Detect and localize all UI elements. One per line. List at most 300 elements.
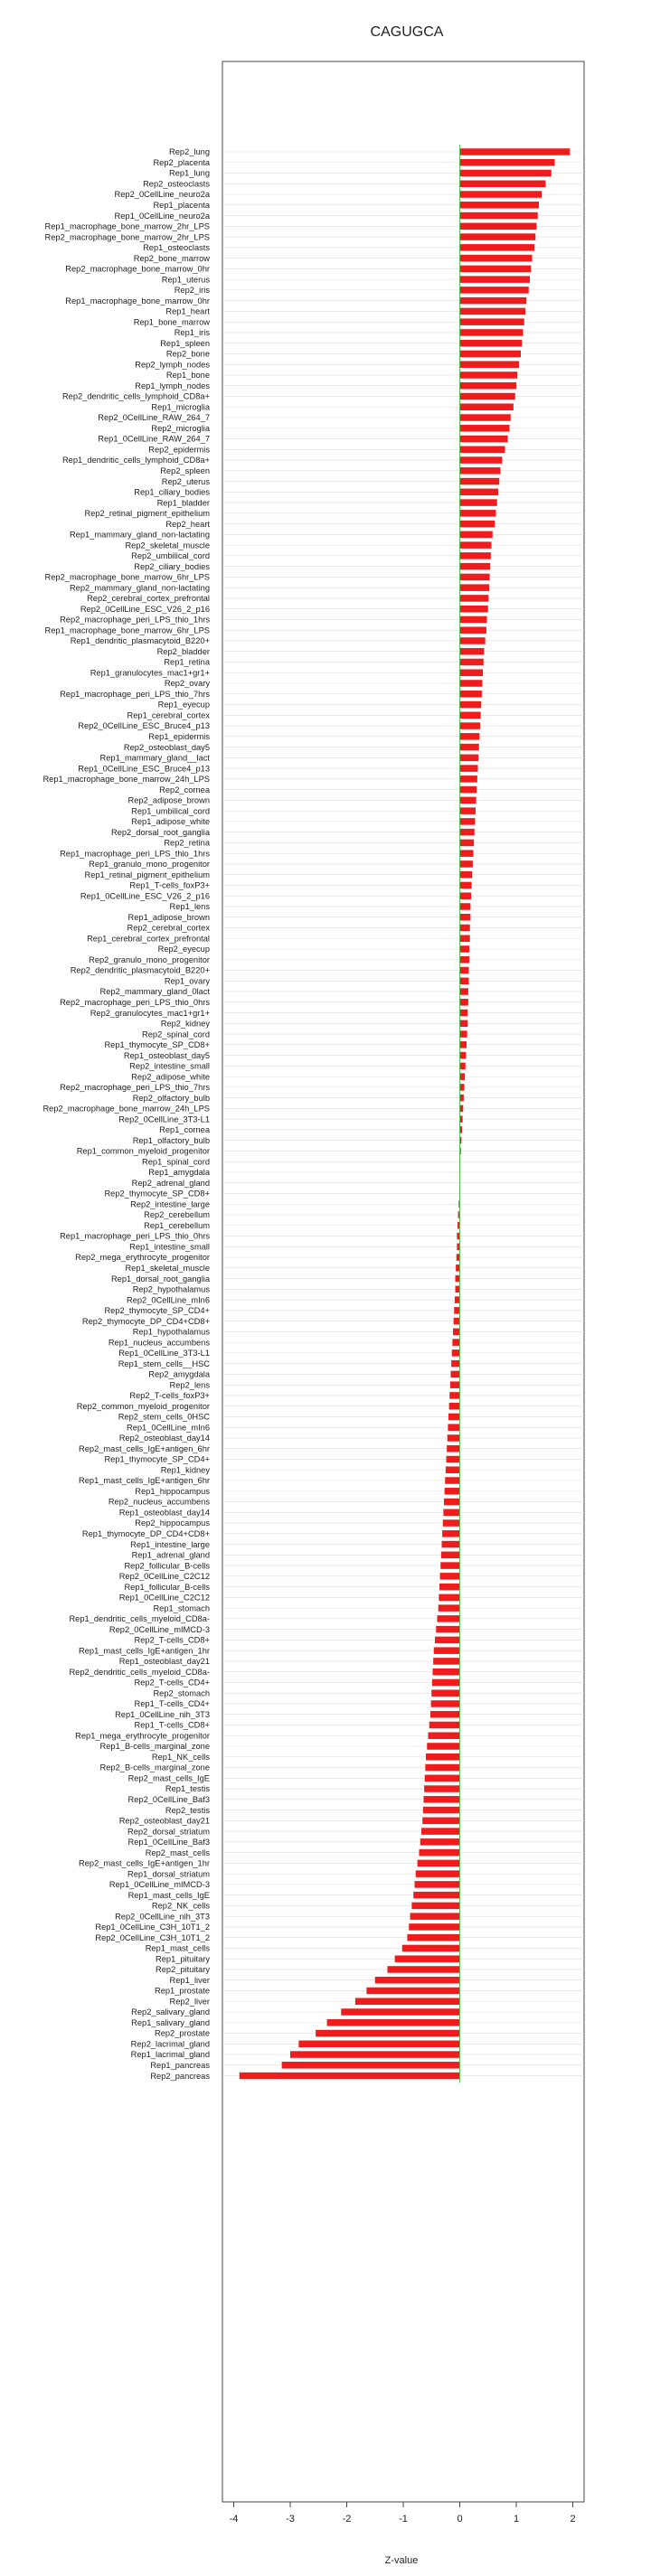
bar	[460, 595, 489, 602]
bar	[455, 1296, 460, 1303]
bar	[460, 945, 470, 953]
category-label: Rep2_cerebellum	[144, 1210, 210, 1220]
bar	[460, 818, 476, 825]
x-tick-label: -4	[229, 2514, 239, 2524]
category-label: Rep2_adipose_brown	[127, 795, 210, 805]
bar	[460, 744, 479, 751]
bar	[460, 850, 474, 857]
bar	[429, 1732, 460, 1739]
category-label: Rep2_thymocyte_SP_CD8+	[104, 1189, 210, 1199]
category-label: Rep1_mega_erythrocyte_progenitor	[75, 1731, 210, 1741]
bar	[460, 733, 480, 740]
category-label: Rep1_nucleus_accumbens	[108, 1338, 210, 1348]
bar	[438, 1615, 460, 1622]
bar	[460, 563, 491, 570]
category-label: Rep2_dendritic_cells_myeloid_CD8a-	[69, 1667, 210, 1677]
bar	[282, 2062, 460, 2069]
plot-frame	[222, 61, 584, 2502]
category-label: Rep1_osteoblast_day5	[123, 1050, 210, 1060]
category-label: Rep2_0CellLine_nih_3T3	[115, 1912, 210, 1922]
bar	[460, 797, 476, 804]
category-label: Rep2_T-cells_CD4+	[134, 1678, 210, 1688]
bar	[460, 1030, 467, 1038]
bar	[460, 871, 473, 879]
grid-lines	[222, 152, 584, 2076]
bar	[460, 170, 552, 177]
category-label: Rep2_0CellLine_neuro2a	[114, 190, 210, 200]
category-label: Rep1_macrophage_bone_marrow_24h_LPS	[42, 775, 210, 785]
bar	[460, 935, 470, 942]
category-label: Rep2_0CellLine_Baf3	[127, 1795, 210, 1804]
category-label: Rep1_0CellLine_nih_3T3	[115, 1709, 210, 1719]
category-label: Rep1_intestine_small	[129, 1242, 210, 1252]
category-label: Rep1_macrophage_bone_marrow_2hr_LPS	[44, 221, 210, 231]
category-label: Rep1_heart	[165, 306, 210, 316]
category-label: Rep2_testis	[165, 1805, 210, 1815]
category-label: Rep2_osteoclasts	[143, 179, 210, 189]
category-label: Rep2_pituitary	[156, 1965, 210, 1975]
bar	[298, 2041, 459, 2048]
category-label: Rep2_macrophage_bone_marrow_2hr_LPS	[44, 232, 210, 242]
bar	[452, 1349, 460, 1357]
bar	[460, 403, 514, 410]
bar	[445, 1477, 459, 1484]
category-label: Rep2_follicular_B-cells	[124, 1561, 210, 1571]
category-label: Rep2_mast_cells_IgE+antigen_1hr	[79, 1858, 210, 1868]
category-label: Rep1_mammary_gland__lact	[99, 753, 210, 763]
category-label: Rep2_macrophage_bone_marrow_0hr	[65, 264, 210, 274]
category-label: Rep2_0CellLine_ESC_Bruce4_p13	[78, 721, 210, 731]
bar	[460, 297, 527, 305]
bar	[460, 287, 529, 294]
x-tick-label: 2	[570, 2514, 576, 2524]
bar	[460, 1020, 468, 1028]
category-label: Rep2_0CellLine_C3H_10T1_2	[95, 1932, 210, 1942]
bar	[460, 414, 511, 421]
category-label: Rep1_kidney	[160, 1465, 210, 1475]
category-label: Rep2_mast_cells_IgE+antigen_6hr	[79, 1443, 210, 1453]
bar	[460, 978, 469, 985]
bar	[454, 1318, 460, 1325]
x-tick-label: 1	[513, 2514, 520, 2524]
category-label: Rep2_granulocytes_mac1+gr1+	[90, 1008, 210, 1018]
bar	[460, 691, 482, 698]
bar	[452, 1339, 459, 1346]
bar	[460, 701, 482, 709]
category-label: Rep1_mammary_gland_non-lactating	[69, 530, 210, 540]
bar	[460, 531, 493, 539]
category-label: Rep2_ovary	[164, 679, 210, 689]
category-label: Rep2_0CellLine_mIn6	[127, 1295, 210, 1305]
category-label: Rep2_mammary_gland_non-lactating	[69, 583, 210, 593]
bar	[445, 1488, 460, 1495]
category-label: Rep2_intestine_small	[129, 1061, 210, 1071]
category-label: Rep1_dendritic_cells_lymphoid_CD8a+	[61, 456, 210, 465]
category-label: Rep2_granulo_mono_progenitor	[89, 954, 210, 964]
bar	[439, 1604, 460, 1612]
category-label: Rep2_thymocyte_SP_CD4+	[104, 1306, 210, 1316]
category-label: Rep2_common_myeloid_progenitor	[76, 1401, 210, 1411]
bar	[433, 1658, 459, 1665]
category-label: Rep1_cerebellum	[144, 1220, 210, 1230]
bar	[460, 276, 531, 283]
bar	[460, 669, 484, 676]
category-label: Rep1_olfactory_bulb	[132, 1135, 210, 1145]
category-label: Rep1_0CellLine_neuro2a	[114, 211, 210, 221]
category-label: Rep1_uterus	[161, 275, 210, 285]
x-tick-label: 0	[457, 2514, 463, 2524]
bar	[443, 1519, 460, 1527]
bar	[451, 1371, 460, 1378]
category-label: Rep2_adipose_white	[131, 1072, 210, 1082]
bar	[460, 447, 505, 454]
category-label: Rep1_macrophage_bone_marrow_6hr_LPS	[44, 625, 210, 635]
category-label: Rep1_0CellLine_C2C12	[118, 1593, 210, 1603]
category-label: Rep1_osteoblast_day14	[118, 1508, 210, 1518]
bar	[460, 510, 496, 517]
category-label: Rep1_B-cells_marginal_zone	[99, 1742, 210, 1752]
category-label: Rep1_follicular_B-cells	[124, 1582, 210, 1592]
bar	[427, 1743, 459, 1750]
category-label: Rep2_ciliary_bodies	[134, 561, 210, 571]
category-label: Rep2_skeletal_muscle	[125, 541, 210, 550]
category-label: Rep1_0CellLine_mIMCD-3	[108, 1880, 210, 1890]
bar	[460, 807, 476, 814]
bar	[375, 1977, 460, 1984]
bar	[355, 1998, 460, 2005]
category-label: Rep2_macrophage_peri_LPS_thio_7hrs	[60, 1083, 210, 1093]
category-label: Rep2_amygdala	[148, 1369, 210, 1379]
bar	[460, 1073, 466, 1080]
category-label: Rep2_B-cells_marginal_zone	[99, 1763, 210, 1772]
bar	[460, 456, 503, 464]
category-label: Rep1_lens	[169, 902, 210, 912]
category-label: Rep1_spleen	[160, 338, 210, 348]
bar	[431, 1700, 460, 1707]
category-label: Rep1_ovary	[164, 976, 210, 986]
category-labels	[42, 147, 210, 2081]
bar	[443, 1509, 459, 1517]
bar	[425, 1775, 460, 1782]
category-label: Rep2_T-cells_foxP3+	[129, 1391, 210, 1401]
category-label: Rep1_placenta	[153, 201, 210, 210]
bar	[327, 2019, 460, 2026]
category-label: Rep1_osteoblast_day21	[118, 1657, 210, 1667]
bar	[460, 626, 486, 634]
bar	[460, 892, 472, 899]
category-label: Rep1_mast_cells_IgE+antigen_1hr	[79, 1646, 210, 1656]
category-label: Rep1_epidermis	[148, 732, 210, 741]
bar	[416, 1870, 460, 1877]
bar	[407, 1934, 459, 1941]
bar	[460, 351, 522, 358]
category-label: Rep1_skeletal_muscle	[125, 1264, 210, 1273]
bar	[460, 489, 499, 496]
category-label: Rep1_lymph_nodes	[135, 381, 210, 390]
bar	[456, 1286, 460, 1293]
bar	[460, 233, 536, 240]
bar	[388, 1966, 460, 1973]
category-label: Rep1_amygdala	[148, 1168, 210, 1178]
bar	[418, 1860, 460, 1867]
category-label: Rep1_iris	[174, 328, 210, 338]
category-label: Rep2_lacrimal_gland	[130, 2039, 210, 2049]
bar	[436, 1626, 459, 1633]
category-label: Rep2_macrophage_bone_marrow_24h_LPS	[42, 1104, 210, 1114]
category-label: Rep2_T-cells_CD8+	[134, 1635, 210, 1645]
category-label: Rep1_0CellLine_C3H_10T1_2	[95, 1923, 210, 1932]
bar	[290, 2051, 460, 2058]
bar	[460, 637, 486, 644]
bar	[435, 1637, 460, 1644]
bar	[446, 1466, 460, 1473]
bar	[453, 1329, 460, 1336]
category-label: Rep2_nucleus_accumbens	[108, 1497, 210, 1507]
category-label: Rep2_spinal_cord	[142, 1029, 210, 1039]
category-label: Rep2_thymocyte_DP_CD4+CD8+	[81, 1316, 210, 1326]
bar	[460, 244, 535, 251]
bar	[460, 478, 500, 485]
category-label: Rep2_kidney	[160, 1019, 210, 1029]
category-label: Rep2_bone_marrow	[133, 253, 210, 263]
bar	[420, 1849, 460, 1857]
category-label: Rep2_placenta	[153, 157, 210, 167]
category-label: Rep1_testis	[165, 1784, 210, 1794]
category-label: Rep1_liver	[169, 1975, 210, 1985]
category-label: Rep2_osteoblast_day21	[118, 1816, 210, 1826]
category-label: Rep2_0CellLine_C2C12	[118, 1572, 210, 1582]
bars	[240, 148, 571, 2079]
category-label: Rep2_stomach	[153, 1688, 210, 1698]
category-label: Rep1_thymocyte_SP_CD8+	[104, 1040, 210, 1050]
category-label: Rep1_pancreas	[150, 2061, 210, 2070]
category-label: Rep1_dendritic_plasmacytoid_B220+	[70, 636, 210, 646]
bar	[460, 722, 481, 729]
category-label: Rep1_0CellLine_mIn6	[127, 1423, 210, 1433]
bar	[460, 829, 475, 836]
bar	[457, 1254, 460, 1261]
bar	[460, 755, 479, 762]
bar	[451, 1360, 459, 1368]
category-label: Rep1_granulo_mono_progenitor	[89, 860, 210, 870]
category-label: Rep2_macrophage_peri_LPS_thio_1hrs	[60, 615, 210, 625]
category-label: Rep2_lung	[169, 147, 210, 157]
bar	[460, 882, 472, 889]
category-label: Rep2_uterus	[161, 476, 210, 486]
bar	[433, 1669, 460, 1676]
bar	[448, 1424, 459, 1431]
category-label: Rep1_eyecup	[157, 700, 210, 710]
category-label: Rep1_thymocyte_SP_CD4+	[104, 1454, 210, 1464]
bar	[456, 1275, 460, 1283]
bar	[423, 1807, 460, 1814]
x-tick-label: -2	[342, 2514, 352, 2524]
bar	[460, 266, 532, 273]
category-label: Rep2_pancreas	[150, 2071, 210, 2081]
bar	[439, 1584, 460, 1591]
bar	[460, 191, 542, 198]
category-label: Rep1_lung	[169, 168, 210, 178]
category-label: Rep2_dendritic_plasmacytoid_B220+	[70, 965, 210, 975]
bar	[460, 499, 497, 506]
category-label: Rep1_mast_cells_IgE	[127, 1890, 210, 1900]
category-label: Rep2_cerebral_cortex	[127, 923, 210, 933]
bar	[460, 606, 488, 613]
category-label: Rep1_macrophage_bone_marrow_0hr	[65, 296, 210, 306]
category-label: Rep2_salivary_gland	[131, 2007, 210, 2017]
bar	[460, 967, 469, 974]
category-label: Rep2_0CellLine_3T3-L1	[118, 1114, 210, 1124]
chart-title: CAGUGCA	[370, 24, 444, 40]
category-label: Rep1_bone_marrow	[133, 317, 210, 327]
category-label: Rep2_lens	[169, 1380, 210, 1390]
bar	[395, 1955, 460, 1962]
category-label: Rep2_macrophage_peri_LPS_thio_0hrs	[60, 998, 210, 1007]
bar	[460, 1063, 466, 1070]
bar	[425, 1764, 459, 1772]
category-label: Rep1_0CellLine_Baf3	[127, 1838, 210, 1847]
bar	[460, 148, 571, 155]
category-label: Rep2_adrenal_gland	[131, 1178, 210, 1188]
category-label: Rep1_granulocytes_mac1+gr1+	[90, 668, 210, 678]
category-label: Rep2_iris	[174, 286, 210, 296]
category-label: Rep2_mammary_gland_0lact	[99, 987, 210, 997]
x-axis-ticks	[230, 2502, 576, 2524]
category-label: Rep2_liver	[169, 1997, 210, 2007]
bar	[426, 1753, 460, 1761]
bar	[424, 1796, 460, 1803]
category-label: Rep1_0CellLine_ESC_V26_2_p16	[80, 891, 210, 901]
bar	[440, 1562, 459, 1569]
category-label: Rep2_bone	[165, 349, 210, 359]
category-label: Rep2_hypothalamus	[132, 1284, 210, 1294]
bar	[460, 255, 533, 262]
category-label: Rep1_0CellLine_RAW_264_7	[98, 434, 210, 444]
bar	[460, 393, 515, 400]
category-label: Rep1_intestine_large	[130, 1539, 210, 1549]
category-label: Rep1_bone	[165, 371, 210, 381]
category-label: Rep1_T-cells_CD4+	[134, 1699, 210, 1709]
bar	[422, 1818, 459, 1825]
bar	[434, 1647, 460, 1654]
bar	[460, 1010, 468, 1017]
category-label: Rep1_mast_cells	[145, 1943, 210, 1953]
bar	[442, 1541, 460, 1548]
category-label: Rep1_adipose_brown	[127, 912, 210, 922]
bar	[460, 776, 477, 783]
bar	[460, 1084, 465, 1091]
bar	[447, 1445, 459, 1453]
category-label: Rep1_0CellLine_ESC_Bruce4_p13	[78, 764, 210, 774]
category-label: Rep1_macrophage_peri_LPS_thio_7hrs	[60, 689, 210, 699]
category-label: Rep2_cornea	[159, 785, 210, 794]
category-label: Rep1_retinal_pigment_epithelium	[84, 870, 210, 879]
bar	[440, 1573, 460, 1580]
category-label: Rep1_bladder	[156, 498, 210, 508]
category-label: Rep2_0CellLine_ESC_V26_2_p16	[80, 604, 210, 614]
category-label: Rep1_prostate	[155, 1986, 210, 1996]
bar	[460, 159, 555, 166]
category-label: Rep1_pituitary	[156, 1954, 210, 1964]
bar	[460, 903, 471, 910]
category-label: Rep2_cerebral_cortex_prefrontal	[87, 594, 210, 604]
category-label: Rep2_umbilical_cord	[131, 551, 210, 561]
category-label: Rep2_epidermis	[148, 445, 210, 455]
category-label: Rep1_NK_cells	[151, 1752, 210, 1762]
bar	[450, 1381, 460, 1388]
category-label: Rep2_macrophage_bone_marrow_6hr_LPS	[44, 572, 210, 582]
bar	[460, 914, 471, 921]
category-label: Rep2_NK_cells	[151, 1901, 210, 1911]
bar	[460, 786, 477, 794]
x-axis-label: Z-value	[384, 2555, 419, 2566]
bar	[460, 956, 470, 964]
category-label: Rep1_T-cells_CD8+	[134, 1720, 210, 1730]
bar	[460, 202, 540, 209]
category-label: Rep1_salivary_gland	[131, 2017, 210, 2027]
category-label: Rep1_cerebral_cortex	[127, 710, 210, 720]
category-label: Rep1_stem_cells__HSC	[118, 1359, 210, 1368]
bar	[460, 340, 523, 347]
bar	[460, 616, 487, 624]
bar	[460, 223, 537, 230]
category-label: Rep2_osteoblast_day14	[118, 1434, 210, 1443]
bar	[444, 1499, 460, 1506]
category-label: Rep1_macrophage_peri_LPS_thio_1hrs	[60, 849, 210, 859]
category-label: Rep1_thymocyte_DP_CD4+CD8+	[81, 1529, 210, 1538]
category-label: Rep1_microglia	[151, 402, 210, 412]
bar	[460, 1041, 467, 1048]
category-label: Rep2_mega_erythrocyte_progenitor	[75, 1253, 210, 1263]
bar	[460, 318, 524, 325]
bar	[454, 1307, 459, 1314]
bar	[366, 1988, 459, 1995]
category-label: Rep2_spleen	[160, 466, 210, 475]
bar	[449, 1392, 459, 1399]
bar	[460, 1052, 467, 1059]
bar	[460, 1105, 464, 1113]
bar	[460, 988, 468, 995]
category-label: Rep1_cerebral_cortex_prefrontal	[87, 934, 210, 944]
bar	[460, 212, 538, 220]
category-label: Rep2_0CellLine_mIMCD-3	[108, 1624, 210, 1634]
bar	[449, 1403, 460, 1410]
bar	[460, 308, 526, 315]
category-label: Rep2_retinal_pigment_epithelium	[84, 509, 210, 519]
category-label: Rep2_microglia	[151, 423, 210, 433]
bar	[456, 1264, 459, 1272]
bar	[460, 584, 490, 591]
bar	[448, 1414, 460, 1421]
category-label: Rep1_ciliary_bodies	[134, 487, 210, 497]
bar	[460, 467, 501, 475]
category-label: Rep1_T-cells_foxP3+	[129, 880, 210, 890]
bar	[460, 382, 517, 390]
category-label: Rep2_dendritic_cells_lymphoid_CD8a+	[61, 391, 210, 401]
bar	[441, 1552, 460, 1559]
category-label: Rep2_mast_cells	[145, 1847, 210, 1857]
x-tick-label: -1	[399, 2514, 408, 2524]
category-label: Rep1_retina	[164, 657, 210, 667]
category-label: Rep2_lymph_nodes	[135, 360, 210, 370]
category-label: Rep1_hypothalamus	[132, 1327, 210, 1337]
bar	[429, 1722, 460, 1729]
bar	[410, 1913, 460, 1920]
category-label: Rep1_adipose_white	[131, 817, 210, 827]
bar	[316, 2030, 459, 2037]
bar	[431, 1689, 459, 1697]
bar	[460, 1095, 464, 1102]
